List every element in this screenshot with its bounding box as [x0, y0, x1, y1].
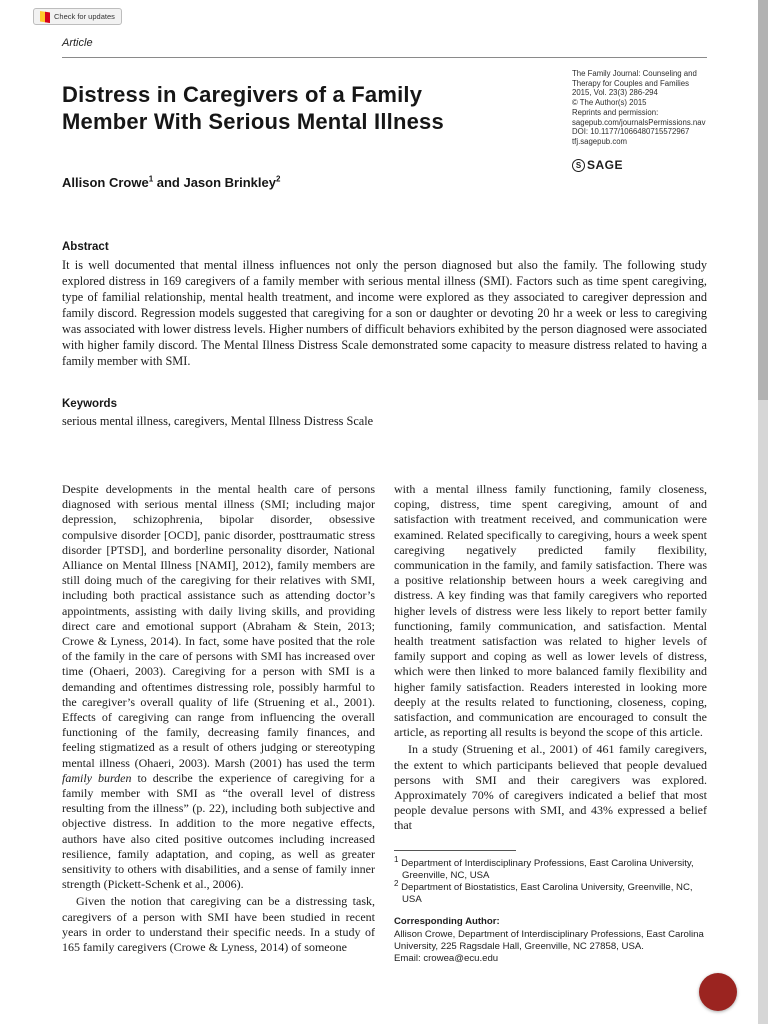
paper-title-line1: Distress in Caregivers of a Family — [62, 82, 423, 107]
affiliation-footnote — [394, 878, 707, 906]
body-right-column — [394, 482, 707, 965]
keywords-heading: Keywords — [62, 398, 117, 410]
journal-info-line: The Family Journal: Counseling and — [572, 69, 697, 78]
paper-title-line2: Member With Serious Mental Illness — [62, 109, 444, 134]
affiliation-footnote — [394, 854, 707, 882]
journal-info-line: Reprints and permission: — [572, 107, 659, 117]
scrollbar-thumb[interactable] — [758, 0, 768, 400]
crossmark-icon — [40, 11, 50, 23]
journal-info-line: Therapy for Couples and Families — [572, 78, 690, 88]
floating-action-button[interactable] — [699, 973, 737, 1011]
journal-info-line: DOI: 10.1177/1066480715572967 — [572, 127, 690, 137]
journal-info-line: 2015, Vol. 23(3) 286-294 — [572, 88, 658, 98]
journal-citation-block — [572, 69, 712, 147]
paragraph: Given the notion that caregiving can be a distressing task, caregivers of a person with SMI have been studied in recent years in order to understand their specific needs. In a study of 165 family caregivers (Crowe & Lyness, 2014) of someone — [62, 894, 375, 955]
article-type-label: Article — [62, 37, 93, 49]
check-for-updates-button[interactable] — [33, 8, 122, 25]
author-name: and Jason Brinkley — [153, 175, 276, 190]
corresponding-author-text: Allison Crowe, Department of Interdisciplinary Professions, East Carolina University, 225 Ragsdale Hall, Greenville, NC 27858, USA. — [394, 928, 704, 952]
journal-info-line: © The Author(s) 2015 — [572, 98, 647, 108]
paragraph: with a mental illness family functioning, family closeness, coping, distress, time spent caregiving, amount of and satisfaction with treatment received, and communication were examined. Related specifically to caregiving, hours a week spent caregiving negatively predicted family flexibility, communication in the family, and family satisfaction. There was a positive relationship between hours a week caregiving and distress. A key finding was that family caregivers who reported higher levels of distress were less likely to report better family functioning, family communication, and satisfaction. Mental health treatment satisfaction was related to higher levels of family support and coping as well as lower levels of distress, which were then linked to more balanced family flexibility and higher family satisfaction. Readers interested in looking more deeply at the results related to functioning, closeness, coping, satisfaction, and communication are encouraged to consult the article, as reporting all results is beyond the scope of this article. — [394, 482, 707, 740]
scrollbar-track[interactable] — [758, 0, 768, 1024]
footnote-marker: 1 — [394, 854, 399, 864]
footnote-divider — [394, 850, 516, 851]
check-for-updates-label: Check for updates — [54, 12, 115, 21]
corresponding-author-email[interactable]: Email: crowea@ecu.edu — [394, 953, 499, 965]
journal-info-line[interactable]: sagepub.com/journalsPermissions.nav — [572, 117, 706, 127]
author-name: Allison Crowe — [62, 175, 149, 190]
footnote-text: Department of Biostatistics, East Carolina University, Greenville, NC, USA — [398, 882, 693, 906]
journal-info-line[interactable]: tfj.sagepub.com — [572, 136, 628, 146]
paragraph-text: to describe the experience of caregiving for a family member with SMI as “the overall level of distress resulting from the illness” (p. 22), including both subjective and objective distress. In addition to the more negative effects, authors have also cited positive outcomes including increased resilience, family adaptation, and coping, as well as greater sensitivity to others with disabilities, and a sense of family inner strength (Pickett-Schenk et al., 2006). — [62, 770, 376, 892]
sage-logo — [572, 158, 623, 172]
abstract-heading: Abstract — [62, 241, 109, 253]
footnote-text: Department of Interdisciplinary Professions, East Carolina University, Greenville, NC, USA — [398, 857, 694, 881]
paragraph — [62, 482, 375, 892]
paragraph: In a study (Struening et al., 2001) of 461 family caregivers, the extent to which participants believed that people devalued persons with SMI and their caregivers was explored. Approximately 70% of caregivers indicated a belief that most people devalue persons with SMI, and 43% expressed a belief that — [394, 742, 707, 833]
body-left-column — [62, 482, 375, 955]
header-divider — [62, 57, 707, 58]
paragraph-text: Despite developments in the mental health care of persons diagnosed with serious mental illness (SMI; including major depression, schizophrenia, bipolar disorder, obsessive compulsive disorder [OCD], panic disorder, posttraumatic stress disorder [PTSD], and borderline personality disorder, National Alliance on Mental Illness [NAMI], 2012), family members are still doing much of the caregiving for their relatives with SMI, including both practical assistance such as attending doctor’s appointments, assisting with daily living skills, and providing direct care and emotional support (Abraham & Stein, 2013; Crowe & Lyness, 2014). In fact, some have posited that the role of the family in the care of persons with SMI has increased over time (Ohaeri, 2003). Caregiving for a person with SMI is a demanding and oftentimes distressing role, possibly harmful to the caregiver’s overall quality of life (Struening et al., 2001). Effects of caregiving can range from influencing the overall functioning of the family, decreasing family finances, and feeling stigmatized as a result of others judging or stereotyping mental illness (Ohaeri, 2003). Marsh (2001) has used the term — [62, 482, 375, 770]
paper-title — [62, 81, 542, 135]
corresponding-author-heading: Corresponding Author: — [394, 916, 500, 928]
abstract-text: It is well documented that mental illness influences not only the person diagnosed but also the family. The following study explored distress in 169 caregivers of a family member with serious mental illness (SMI). Factors such as time spent caregiving, type of familial relationship, mental health treatment, and income were explored as they associated to caregiver depression and family discord. Regression models suggested that caregiving for a son or daughter or devoting 20 hr a week or less to caregiving was associated with lower distress levels. Higher numbers of difficult behaviors exhibited by the person diagnosed were associated with higher family discord. The Mental Illness Distress Scale demonstrated some capacity to measure distress related to having a family member with SMI. — [62, 258, 707, 368]
keywords-text: serious mental illness, caregivers, Mental Illness Distress Scale — [62, 414, 374, 428]
sage-logo-word: SAGE — [587, 158, 624, 172]
authors-line — [62, 175, 280, 190]
sage-logo-circle: S — [572, 159, 585, 172]
footnote-marker: 2 — [394, 878, 399, 888]
italic-term: family burden — [62, 770, 132, 785]
footnotes — [394, 850, 707, 966]
author-affiliation-marker: 2 — [275, 174, 281, 184]
author-affiliation-marker: 1 — [148, 174, 154, 184]
